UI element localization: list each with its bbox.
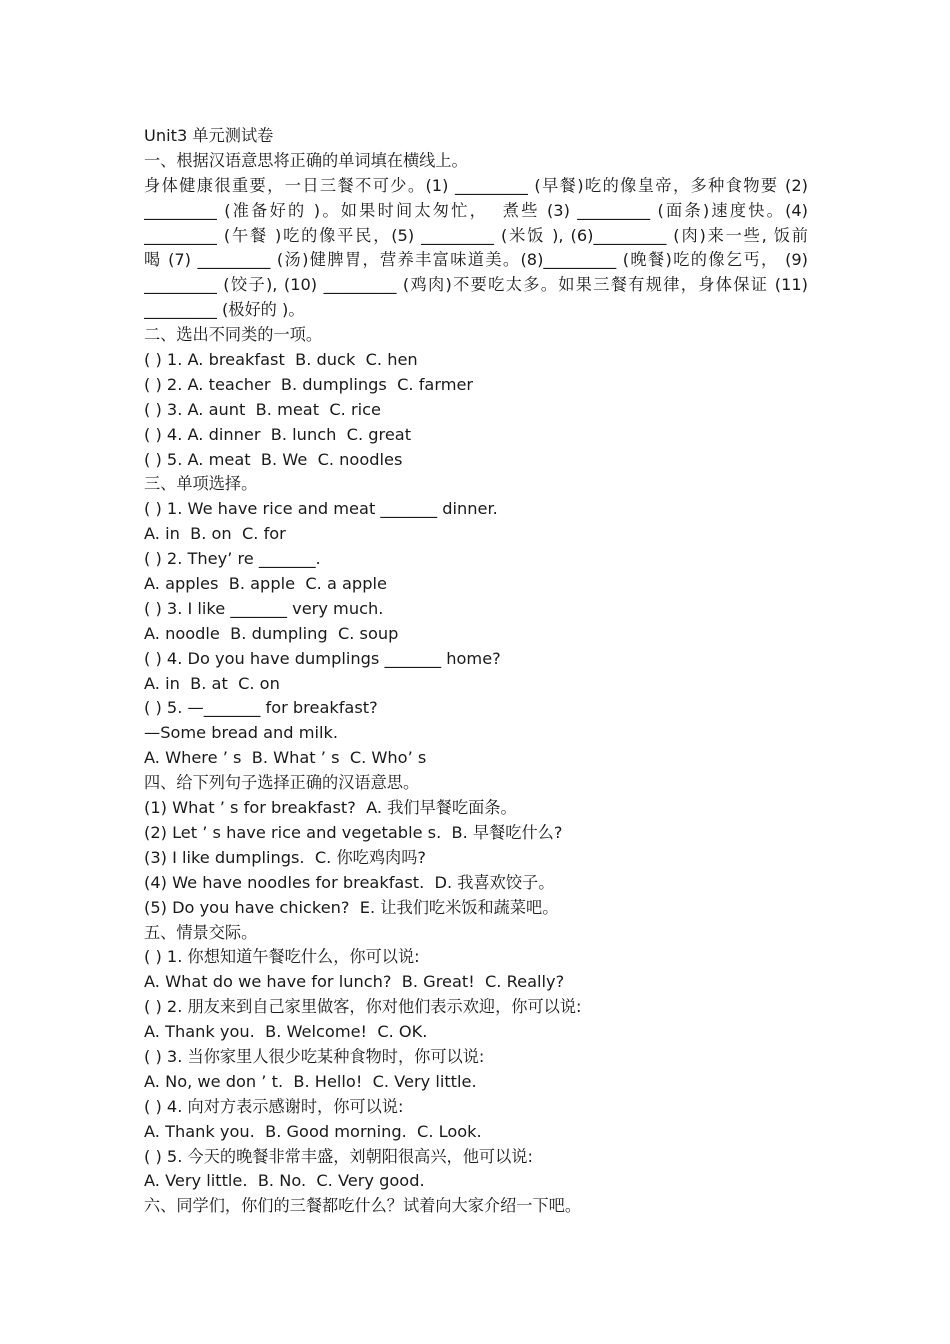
dialogue-line: —Some bread and milk. (144, 723, 338, 743)
question-item: ( ) 4. Do you have dumplings _______ home? (144, 648, 501, 668)
paragraph-line: _________ (午餐 )吃的像平民，(5) _________ (米饭 ), (6)_________ (肉)来一些, 饭前 (144, 225, 808, 245)
document-title: Unit3 单元测试卷 (144, 126, 274, 145)
question-item: ( ) 3. I like _______ very much. (144, 598, 384, 618)
matching-item: (3) I like dumplings. C. 你吃鸡肉吗? (144, 847, 426, 867)
answer-options: A. apples B. apple C. a apple (144, 574, 387, 594)
section-1-heading: 一、根据汉语意思将正确的单词填在横线上。 (144, 150, 468, 170)
answer-options: A. noodle B. dumpling C. soup (144, 623, 399, 643)
answer-options: A. Where ’ s B. What ’ s C. Who’ s (144, 748, 427, 768)
answer-options: A. Very little. B. No. C. Very good. (144, 1171, 425, 1191)
question-item: ( ) 5. A. meat B. We C. noodles (144, 449, 403, 469)
question-item: ( ) 5. 今天的晚餐非常丰盛，刘朝阳很高兴，他可以说: (144, 1146, 533, 1166)
answer-options: A. Thank you. B. Welcome! C. OK. (144, 1022, 428, 1042)
question-item: ( ) 1. 你想知道午餐吃什么，你可以说: (144, 947, 420, 967)
matching-item: (5) Do you have chicken? E. 让我们吃米饭和蔬菜吧。 (144, 897, 559, 917)
question-item: ( ) 1. A. breakfast B. duck C. hen (144, 350, 418, 370)
question-item: ( ) 2. A. teacher B. dumplings C. farmer (144, 374, 474, 394)
question-item: ( ) 2. They’ re _______. (144, 549, 321, 569)
answer-options: A. in B. at C. on (144, 673, 280, 693)
matching-item: (2) Let ’ s have rice and vegetable s. B. 早餐吃什么? (144, 822, 563, 842)
section-6-heading: 六、同学们，你们的三餐都吃什么？试着向大家介绍一下吧。 (144, 1196, 582, 1216)
document-body (144, 124, 808, 1219)
question-item: ( ) 3. A. aunt B. meat C. rice (144, 399, 381, 419)
section-5-heading: 五、情景交际。 (144, 922, 258, 942)
matching-item: (1) What ’ s for breakfast? A. 我们早餐吃面条。 (144, 798, 517, 818)
question-item: ( ) 4. 向对方表示感谢时，你可以说: (144, 1096, 404, 1116)
matching-item: (4) We have noodles for breakfast. D. 我喜欢饺子。 (144, 872, 555, 892)
paragraph-line: 喝 (7) _________ (汤)健脾胃，营养丰富味道美。(8)_________ (晚餐)吃的像乞丐， (9) (144, 250, 808, 270)
question-item: ( ) 5. —_______ for breakfast? (144, 698, 378, 718)
answer-options: A. Thank you. B. Good morning. C. Look. (144, 1121, 482, 1141)
section-2-heading: 二、选出不同类的一项。 (144, 325, 323, 345)
paragraph-line: 身体健康很重要，一日三餐不可少。(1) _________ (早餐)吃的像皇帝，多种食物要 (2) (144, 175, 808, 195)
question-item: ( ) 2. 朋友来到自己家里做客，你对他们表示欢迎，你可以说: (144, 997, 582, 1017)
answer-options: A. What do we have for lunch? B. Great! C. Really? (144, 972, 565, 992)
question-item: ( ) 3. 当你家里人很少吃某种食物时，你可以说: (144, 1046, 485, 1066)
answer-options: A. in B. on C. for (144, 524, 286, 544)
paragraph-line: _________ (准备好的 )。如果时间太匆忙， 煮些 (3) _________ (面条)速度快。(4) (144, 200, 808, 220)
section-4-heading: 四、给下列句子选择正确的汉语意思。 (144, 773, 420, 793)
section-3-heading: 三、单项选择。 (144, 474, 258, 494)
question-item: ( ) 1. We have rice and meat _______ dinner. (144, 499, 498, 519)
question-item: ( ) 4. A. dinner B. lunch C. great (144, 424, 412, 444)
paragraph-line: _________ (饺子), (10) _________ (鸡肉)不要吃太多。如果三餐有规律，身体保证 (11) (144, 275, 808, 295)
answer-options: A. No, we don ’ t. B. Hello! C. Very little. (144, 1071, 477, 1091)
paragraph-line: _________ (极好的 )。 (144, 300, 305, 320)
section-1-paragraph (144, 174, 808, 323)
